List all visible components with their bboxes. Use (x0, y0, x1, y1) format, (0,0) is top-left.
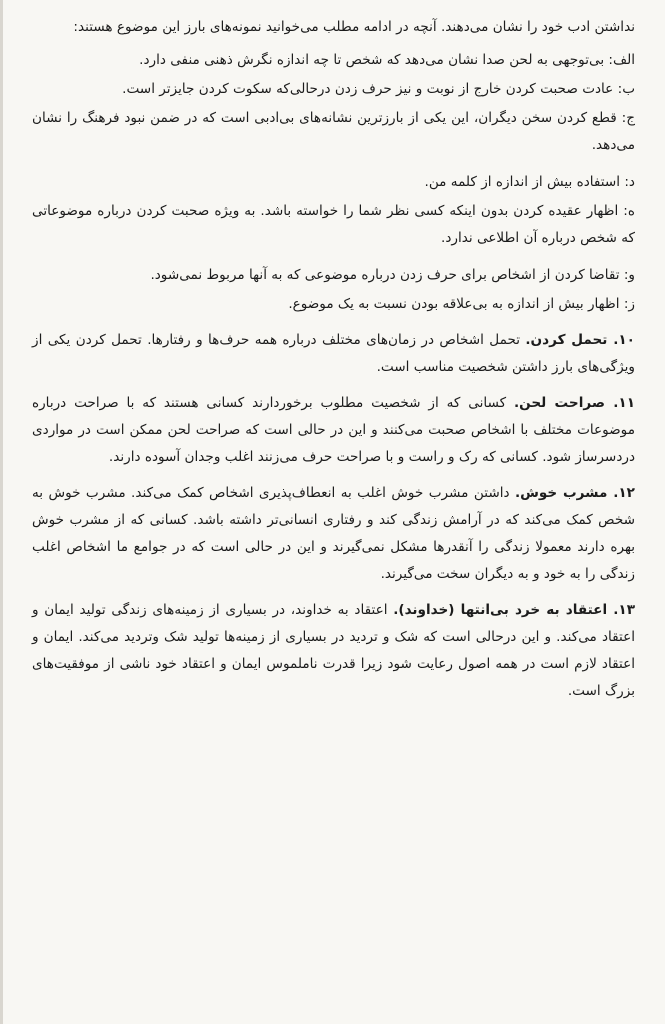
section-13-heading: ۱۳. اعتقاد به خرد بی‌انتها (خداوند). (393, 602, 635, 618)
section-11-heading: ۱۱. صراحت لحن. (513, 395, 635, 411)
section-10-heading: ۱۰. تحمل کردن. (525, 332, 635, 348)
list-item-be: ب: عادت صحبت کردن خارج از نوبت و نیز حرف زدن درحالی‌که سکوت کردن جایزتر است. (122, 81, 635, 97)
list-item-alef: الف: بی‌توجهی به لحن صدا نشان می‌دهد که شخص تا چه اندازه نگرش ذهنی منفی دارد. (139, 52, 635, 68)
section-12-body: داشتن مشرب خوش اغلب به انعطاف‌پذیری اشخاص کمک می‌کند. مشرب خوش به شخص کمک می‌کند که در آرامش زندگی کند و رفتاری انسانی‌تر داشته باشد. کسانی که از مشرب خوش بهره دارند معمولا زندگی را آنقدرها مشکل نمی‌گیرند و این در حالی است که در جوامع ما اشخاص اغلب زندگی را به خود و به دیگران سخت می‌گیرند. (32, 485, 635, 582)
intro-paragraph: نداشتن ادب خود را نشان می‌دهند. آنچه در ادامه مطلب می‌خوانید نمونه‌های بارز این موضوع هستند: (73, 19, 635, 35)
list-item-dal: د: استفاده بیش از اندازه از کلمه من. (424, 174, 635, 190)
section-11-body: کسانی که از شخصیت مطلوب برخوردارند کسانی هستند که با صراحت درباره موضوعات مختلف با اشخاص صحبت می‌کنند و این در حالی است که صراحت لحن ممکن است در مواردی دردسرساز شود. کسانی که رک و راست و با صراحت حرف می‌زنند اغلب وجدان آسوده دارند. (32, 395, 635, 465)
list-item-he: ه: اظهار عقیده کردن بدون اینکه کسی نظر شما را خواسته باشد. به ویژه صحبت کردن درباره موضوعاتی که شخص درباره آن اطلاعی ندارد. (32, 203, 635, 246)
section-13-body: اعتقاد به خداوند، در بسیاری از زمینه‌های زندگی تولید ایمان و اعتقاد می‌کند. و این درحالی است که شک و تردید در بسیاری از زمینه‌ها تولید شک وتردید می‌کند. ایمان و اعتقاد لازم است در همه اصول رعایت شود زیرا قدرت ناملموس ایمان و اعتقاد خود ناشی از موفقیت‌های بزرگ است. (32, 602, 635, 699)
section-11 (32, 390, 635, 471)
section-12 (32, 480, 635, 588)
list-item-jim: ج: قطع کردن سخن دیگران، این یکی از بارزترین نشانه‌های بی‌ادبی است که در ضمن نبود فرهنگ را نشان می‌دهد. (32, 110, 635, 153)
section-12-heading: ۱۲. مشرب خوش. (514, 485, 635, 501)
list-item-ze: ز: اظهار بیش از اندازه به بی‌علاقه بودن نسبت به یک موضوع. (288, 296, 635, 312)
list-item-vav: و: تقاضا کردن از اشخاص برای حرف زدن درباره موضوعی که به آنها مربوط نمی‌شود. (150, 267, 635, 283)
section-10-body: تحمل اشخاص در زمان‌های مختلف درباره همه حرف‌ها و رفتارها. تحمل کردن یکی از ویژگی‌های بارز داشتن شخصیت مناسب است. (32, 332, 635, 375)
section-10 (32, 327, 635, 381)
section-13 (32, 597, 635, 705)
